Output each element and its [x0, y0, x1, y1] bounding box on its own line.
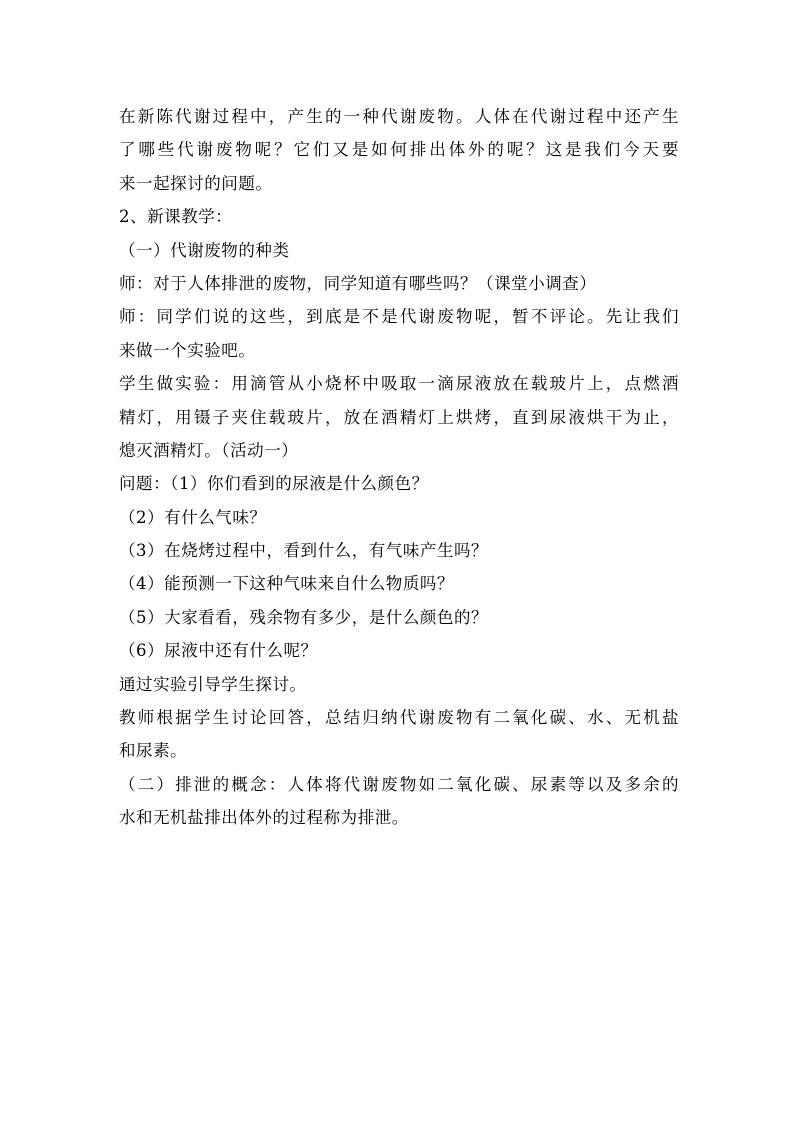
paragraph-line: 熄灭酒精灯。（活动一） [119, 440, 299, 460]
subsection-heading: （一）代谢废物的种类 [119, 240, 290, 260]
question-line: （3）在烧烤过程中，看到什么，有气味产生吗？ [119, 541, 489, 561]
paragraph-line: 通过实验引导学生探讨。 [119, 674, 307, 694]
question-line: 问题：（1）你们看到的尿液是什么颜色？ [119, 474, 429, 494]
paragraph-line: 水和无机盐排出体外的过程称为排泄。 [119, 808, 409, 828]
paragraph-line: 和尿素。 [119, 741, 188, 761]
question-line: （2）有什么气味？ [119, 507, 267, 527]
question-line: （6）尿液中还有什么呢？ [119, 641, 318, 661]
question-line: （4）能预测一下这种气味来自什么物质吗？ [119, 574, 454, 594]
paragraph-line: 来做一个实验吧。 [119, 340, 256, 360]
paragraph-line: 精灯，用镊子夹住载玻片，放在酒精灯上烘烤，直到尿液烘干为止， [119, 407, 679, 427]
paragraph-line: 教师根据学生讨论回答，总结归纳代谢废物有二氧化碳、水、无机盐 [119, 708, 679, 728]
section-heading: 2、新课教学： [119, 207, 233, 227]
paragraph-line: 师：同学们说的这些，到底是不是代谢废物呢，暂不评论。先让我们 [119, 307, 679, 327]
paragraph-line: 了哪些代谢废物呢？它们又是如何排出体外的呢？这是我们今天要 [119, 140, 679, 160]
paragraph-line: 学生做实验：用滴管从小烧杯中吸取一滴尿液放在载玻片上，点燃酒 [119, 374, 679, 394]
paragraph-line: （二）排泄的概念：人体将代谢废物如二氧化碳、尿素等以及多余的 [119, 774, 679, 794]
document-body [119, 100, 679, 835]
paragraph-line: 来一起探讨的问题。 [119, 173, 273, 193]
paragraph-line: 在新陈代谢过程中，产生的一种代谢废物。人体在代谢过程中还产生 [119, 107, 679, 126]
paragraph-line: 师：对于人体排泄的废物，同学知道有哪些吗？（课堂小调查） [119, 273, 597, 293]
question-line: （5）大家看看，残余物有多少，是什么颜色的？ [119, 607, 489, 627]
